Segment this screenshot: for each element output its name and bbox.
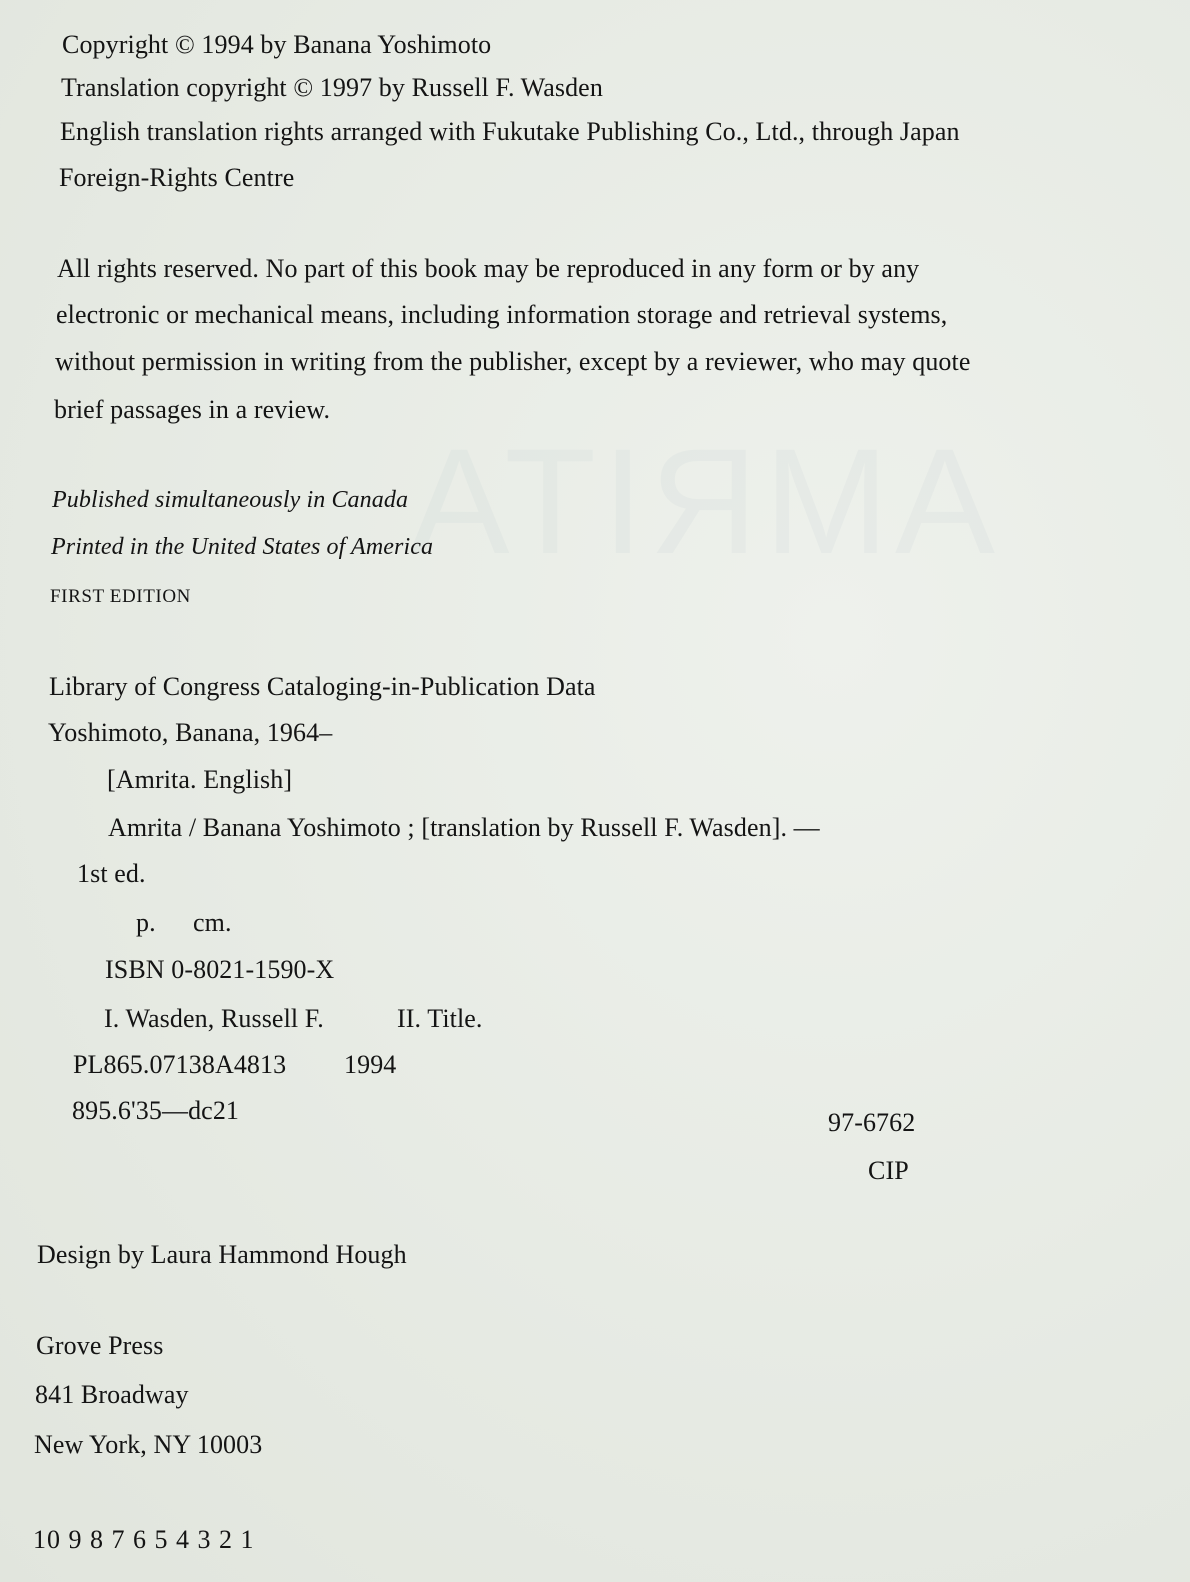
cip-heading: Library of Congress Cataloging-in-Publication Data	[49, 672, 596, 701]
rights-line: electronic or mechanical means, including information storage and retrieval systems,	[56, 300, 948, 329]
cip-lccn: 97-6762	[828, 1108, 916, 1137]
rights-line: brief passages in a review.	[54, 395, 331, 424]
printing-line: 10 9 8 7 6 5 4 3 2 1	[33, 1525, 255, 1554]
rights-line: without permission in writing from the publisher, except by a reviewer, who may quote	[55, 347, 971, 376]
cip-uniform-title: [Amrita. English]	[107, 765, 293, 794]
translation-copyright-line: Translation copyright © 1997 by Russell F. Wasden	[61, 73, 603, 102]
cip-edition: 1st ed.	[77, 859, 146, 888]
publisher-street: 841 Broadway	[35, 1380, 189, 1409]
publisher-city: New York, NY 10003	[34, 1430, 263, 1459]
printed-usa: Printed in the United States of America	[51, 534, 434, 560]
cip-pages: p.	[136, 908, 156, 937]
cip-lc-class: PL865.07138A4813	[73, 1050, 287, 1079]
rights-line: All rights reserved. No part of this book may be reproduced in any form or by any	[57, 254, 920, 283]
cip-label: CIP	[868, 1156, 909, 1185]
cip-subject-2: II. Title.	[397, 1004, 483, 1033]
publisher-name: Grove Press	[36, 1331, 164, 1360]
copyright-line: Copyright © 1994 by Banana Yoshimoto	[62, 30, 492, 59]
published-canada: Published simultaneously in Canada	[52, 487, 409, 513]
cip-subject-1: I. Wasden, Russell F.	[104, 1004, 324, 1033]
translation-rights-line: English translation rights arranged with Fukutake Publishing Co., Ltd., through Japan	[60, 117, 960, 146]
cip-lc-year: 1994	[344, 1050, 397, 1079]
cip-isbn: ISBN 0-8021-1590-X	[105, 955, 335, 984]
cip-author: Yoshimoto, Banana, 1964–	[48, 718, 333, 747]
translation-rights-line-2: Foreign-Rights Centre	[59, 163, 295, 192]
cip-cm: cm.	[193, 908, 232, 937]
edition-label: FIRST EDITION	[50, 586, 191, 607]
cip-dewey: 895.6'35—dc21	[72, 1096, 240, 1125]
cip-title-statement: Amrita / Banana Yoshimoto ; [translation by Russell F. Wasden]. —	[108, 813, 820, 842]
design-credit: Design by Laura Hammond Hough	[37, 1240, 407, 1269]
bleed-through-title: AMRITA	[403, 417, 995, 585]
